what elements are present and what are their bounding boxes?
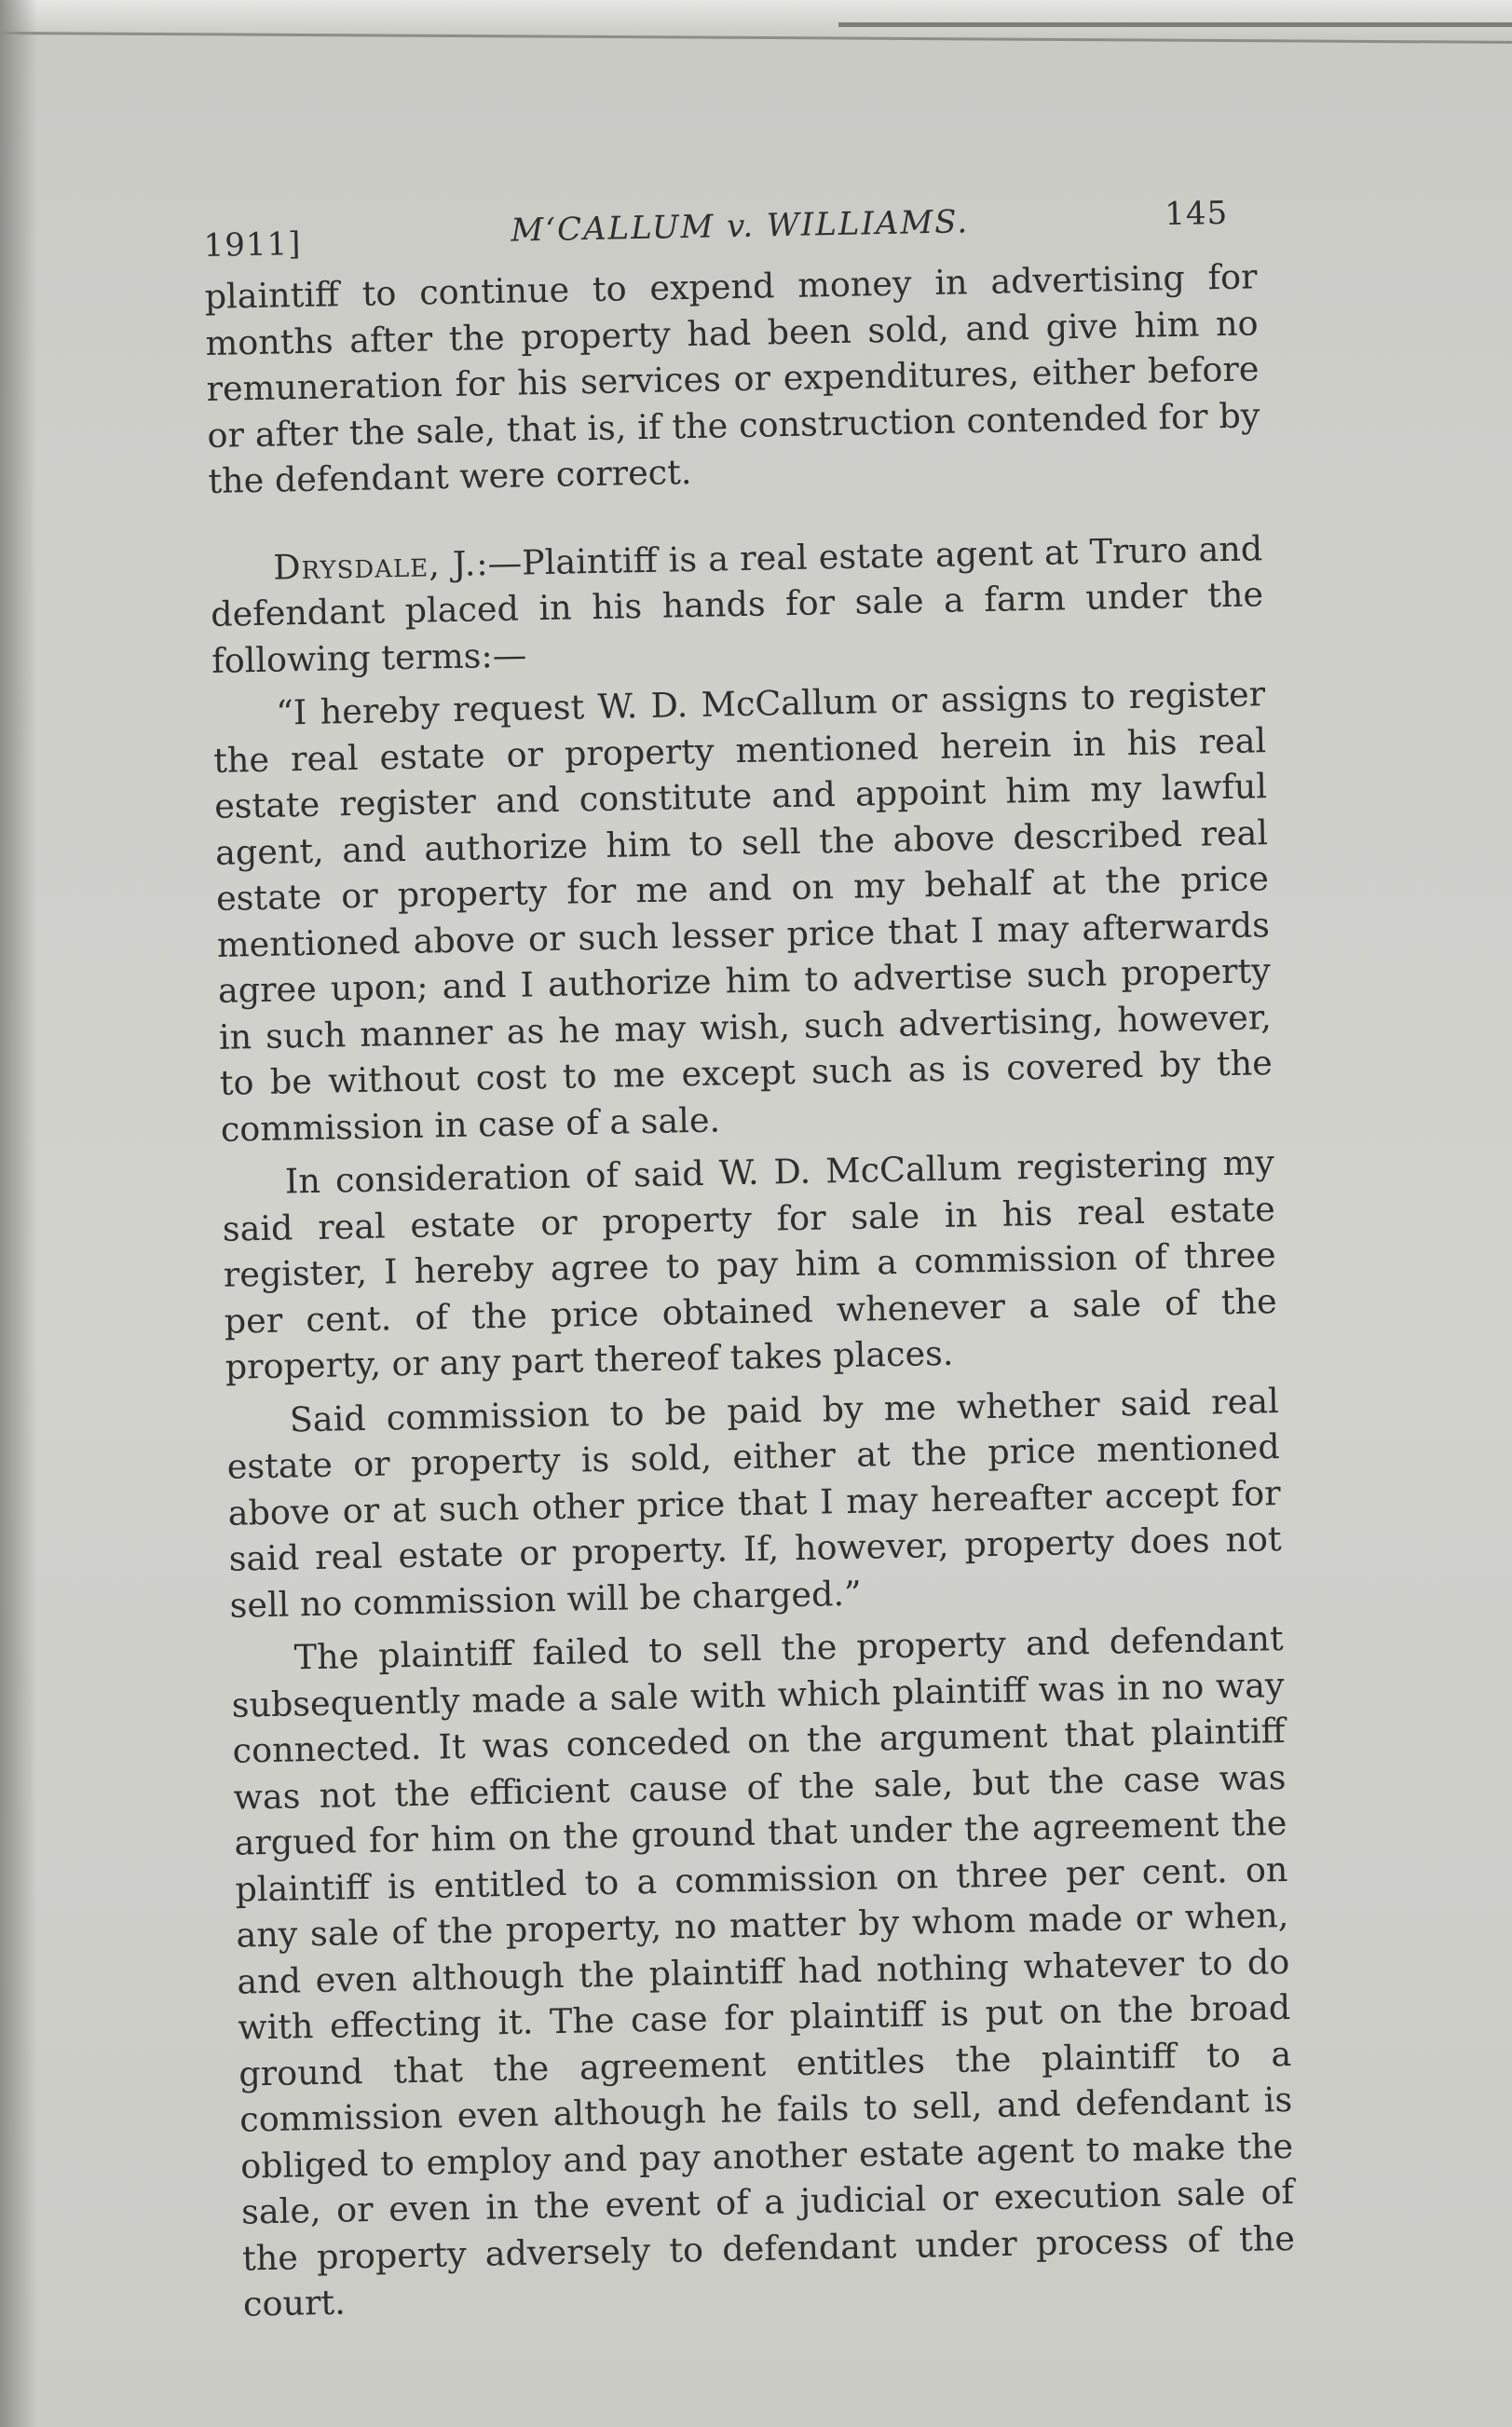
- page-number: 145: [1164, 194, 1229, 234]
- running-head-title: M‘CALLUM v. WILLIAMS.: [511, 203, 970, 250]
- discussion-paragraph: The plaintiff failed to sell the property and defendant subsequently made a sale with which plaintiff was in no way connected. It was conceded on the argument that plaintiff was not the efficient cause of the sale, but the case was argued for him on the ground that under the agreement the plaintiff is entitled to a commission on three per cent. on any sale of the property, no matter by whom made or when, and even although the plaintiff had nothing whatever to do with effecting it. The case for plaintiff is put on the broad ground that the agreement entitles the plaintiff to a commission even although he fails to sell, and defendant is obliged to employ and pay another estate agent to make the sale, or even in the event of a judicial or execution sale of the property adversely to defendant under process of the court.: [231, 1618, 1296, 2325]
- running-head-year: 1911]: [203, 225, 302, 265]
- binding-shadow: [0, 0, 37, 2427]
- continuation-paragraph: plaintiff to continue to expend money in advertising for months after the property had been sold, and give him no remuneration for his services or expenditures, either before or after the sale, that is, if the construction contended for by the defendant were correct.: [204, 256, 1260, 501]
- quoted-terms-paragraph-2: In consideration of said W. D. McCallum registering my said real estate or property for sale in his real estate register, I hereby agree to pay him a commission of three per cent. of the price obtained whenever a sale of the property, or any part thereof takes places.: [222, 1142, 1278, 1387]
- quoted-terms-paragraph-3: Said commission to be paid by me whether said real estate or property is sold, either at the price mentioned above or at such other price that I may hereafter accept for said real estate or property. If, however, property does not sell no commission will be charged.”: [226, 1380, 1282, 1626]
- judgment-opening-paragraph: [210, 525, 1265, 684]
- text-block: [203, 194, 1296, 2327]
- judge-name: Drysdale, J.: [272, 542, 477, 588]
- quoted-terms-paragraph-1: “I hereby request W. D. McCallum or assigns to register the real estate or property mentioned herein in his real estate register and constitute and appoint him my lawful agent, and authorize him to sell the above described real estate or property for me and on my behalf at the price mentioned above or such lesser price that I may afterwards agree upon; and I authorize him to advertise such property in such manner as he may wish, such advertising, however, to be without cost to me except such as is covered by the commission in case of a sale.: [212, 674, 1274, 1150]
- page-edge-rule-dark: [838, 13, 1512, 27]
- judgment-opening-text: :—Plaintiff is a real estate agent at Truro and defendant placed in his hands for sale a farm under the following terms:—: [210, 527, 1264, 681]
